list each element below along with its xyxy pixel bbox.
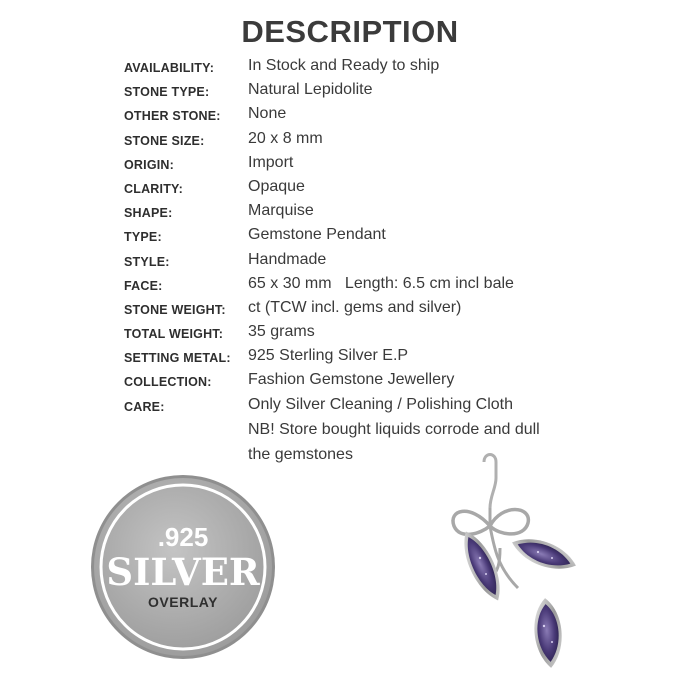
spec-row (124, 226, 644, 250)
spec-label: OTHER STONE: (124, 109, 221, 124)
spec-row (124, 323, 644, 347)
spec-value: 65 x 30 mm Length: 6.5 cm incl bale (248, 274, 514, 292)
spec-label: ORIGIN: (124, 157, 175, 172)
spec-row (124, 130, 644, 154)
spec-label: COLLECTION: (124, 375, 212, 390)
spec-label: STONE TYPE: (124, 85, 210, 100)
spec-row (124, 202, 644, 226)
spec-row (124, 299, 644, 323)
spec-label: SETTING METAL: (124, 351, 231, 366)
spec-row (124, 251, 644, 275)
spec-label: TOTAL WEIGHT: (124, 327, 224, 342)
spec-value: In Stock and Ready to ship (248, 57, 440, 74)
spec-value: Handmade (248, 250, 327, 268)
spec-row (124, 347, 644, 371)
spec-row (124, 57, 644, 81)
spec-label: CLARITY: (124, 181, 183, 196)
spec-label: STONE SIZE: (124, 133, 205, 148)
page-title: DESCRIPTION (241, 14, 459, 49)
spec-value: None (248, 105, 287, 123)
spec-value: 925 Sterling Silver E.P (248, 347, 409, 365)
spec-value: 20 x 8 mm (248, 129, 323, 147)
spec-row (124, 105, 644, 129)
spec-label: STONE WEIGHT: (124, 302, 226, 317)
spec-label: FACE: (124, 278, 163, 293)
pendant-image (440, 448, 590, 680)
spec-row (124, 81, 644, 105)
spec-value: Import (248, 153, 294, 171)
spec-row (124, 154, 644, 178)
spec-label: AVAILABILITY: (124, 61, 215, 75)
spec-row (124, 371, 644, 395)
badge-number: .925 (157, 522, 209, 552)
lepidolite-pendant-icon (440, 448, 590, 680)
badge-word: SILVER (106, 550, 260, 594)
silver-overlay-badge (90, 474, 276, 660)
spec-value: ct (TCW incl. gems and silver) (248, 298, 462, 316)
badge-subtitle: OVERLAY (148, 594, 218, 610)
spec-value: Only Silver Cleaning / Polishing Cloth (248, 395, 514, 413)
spec-row (124, 178, 644, 202)
spec-label: SHAPE: (124, 206, 173, 221)
spec-label: STYLE: (124, 254, 170, 269)
spec-value: Fashion Gemstone Jewellery (248, 371, 455, 389)
care-note-line: NB! Store bought liquids corrode and dull (248, 421, 540, 438)
care-note-line: the gemstones (248, 446, 353, 463)
spec-table (124, 57, 644, 420)
spec-value: Opaque (248, 177, 305, 195)
spec-value: Marquise (248, 202, 314, 220)
spec-row (124, 396, 644, 420)
spec-row (124, 275, 644, 299)
spec-value: Natural Lepidolite (248, 81, 373, 99)
spec-value: 35 grams (248, 323, 315, 341)
spec-value: Gemstone Pendant (248, 226, 386, 244)
spec-label: CARE: (124, 399, 165, 414)
spec-label: TYPE: (124, 230, 162, 245)
